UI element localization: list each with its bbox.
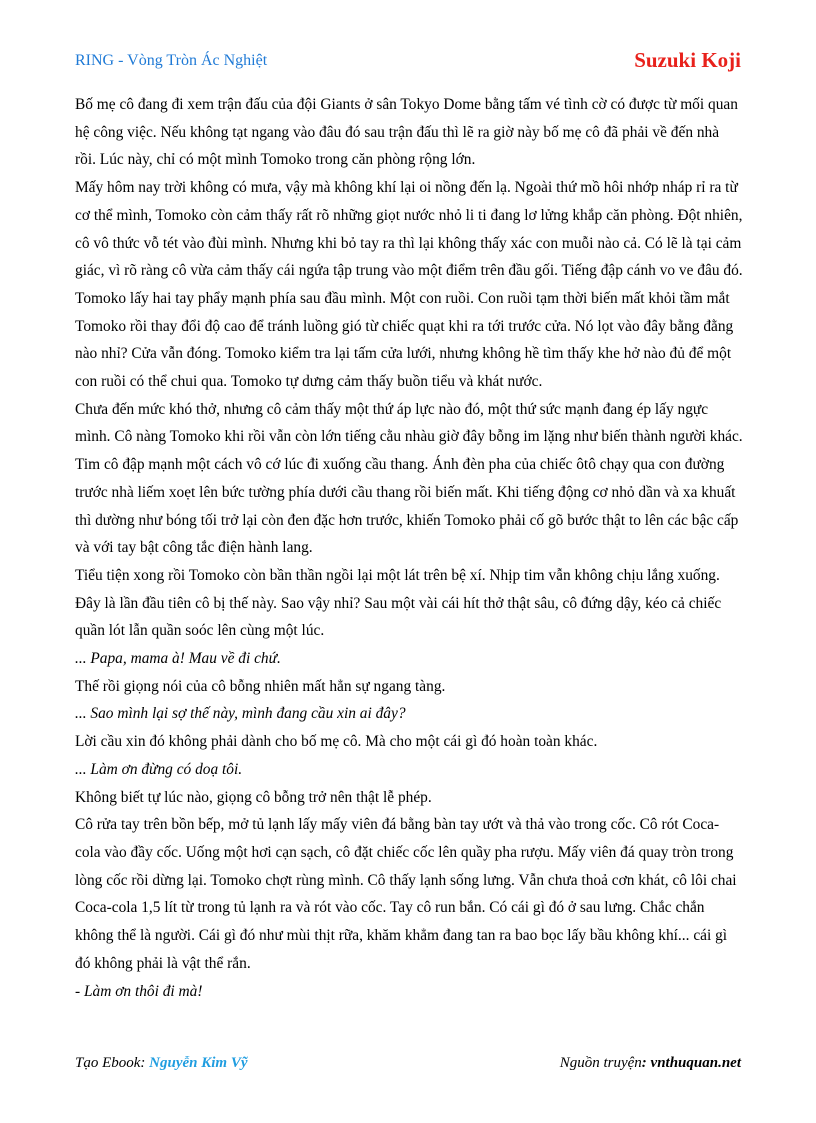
author-name: Suzuki Koji (634, 48, 741, 72)
ebook-creator-name: Nguyễn Kim Vỹ (149, 1055, 248, 1071)
paragraph: Cô rửa tay trên bồn bếp, mở tủ lạnh lấy mấy viên đá bằng bàn tay ướt và thả vào trong cốc. Cô rót Coca-cola vào đầy cốc. Uống một hơi cạn sạch, cô đặt chiếc cốc lên quầy pha rượu. Mấy viên đá quay tròn trong lòng cốc rồi dừng lại. Tomoko chợt rùng mình. Cô thấy lạnh sống lưng. Vẫn chưa thoả cơn khát, cô lôi chai Coca-cola 1,5 lít từ trong tủ lạnh ra và rót vào cốc. Tay cô run bắn. Có cái gì đó ở sau lưng. Chắc chắn không thể là người. Cái gì đó như mùi thịt rữa, khăm khẳm đang tan ra bao bọc lấy bầu không khí... cái gì đó không phải là vật thể rắn. (75, 816, 737, 972)
story-source-separator: : (641, 1055, 651, 1071)
book-title: RING - Vòng Tròn Ác Nghiệt (75, 52, 268, 69)
paragraph: Không biết tự lúc nào, giọng cô bỗng trở nên thật lễ phép. (75, 788, 432, 806)
story-source-label: Nguồn truyện (559, 1055, 642, 1071)
dialogue-line: ... Papa, mama à! Mau về đi chứ. (75, 650, 281, 668)
dialogue-line: ... Làm ơn đừng có doạ tôi. (75, 760, 243, 778)
ebook-credit-label: Tạo Ebook (75, 1055, 141, 1071)
paragraph: Bố mẹ cô đang đi xem trận đấu của đội Giants ở sân Tokyo Dome bằng tấm vé tình cờ có được từ mối quan hệ công việc. Nếu không tạt ngang vào đâu đó sau trận đấu thì lẽ ra giờ này bố mẹ cô đã phải về đến nhà rồi. Lúc này, chỉ có một mình Tomoko trong căn phòng rộng lớn. (75, 96, 738, 169)
story-source (560, 1055, 741, 1072)
paragraph: Mấy hôm nay trời không có mưa, vậy mà không khí lại oi nồng đến lạ. Ngoài thứ mồ hôi nhớp nháp rỉ ra từ cơ thể mình, Tomoko còn cảm thấy rất rõ những giọt nước nhỏ li ti đang lơ lửng khắp căn phòng. Đột nhiên, cô vô thức vỗ tét vào đùi mình. Nhưng khi bỏ tay ra thì lại không thấy xác con muỗi nào cả. Có lẽ là tại cảm giác, vì rõ ràng cô vừa cảm thấy cái ngứa tập trung vào một điểm trên đầu gối. Tiếng đập cánh vo ve đâu đó. Tomoko lấy hai tay phẩy mạnh phía sau đầu mình. Một con ruồi. Con ruồi tạm thời biến mất khỏi tầm mắt Tomoko rồi thay đổi độ cao để tránh luồng gió từ chiếc quạt khi ra tới trước cửa. Nó lọt vào đây bằng đằng nào nhỉ? Cửa vẫn đóng. Tomoko kiểm tra lại tấm cửa lưới, nhưng không hề tìm thấy khe hở nào đủ để một con ruồi có thể chui qua. Tomoko tự dưng cảm thấy buồn tiểu và khát nước. (75, 179, 743, 391)
dialogue-line: ... Sao mình lại sợ thế này, mình đang cầu xin ai đây? (75, 705, 406, 723)
paragraph: Chưa đến mức khó thở, nhưng cô cảm thấy một thứ áp lực nào đó, một thứ sức mạnh đang ép lấy ngực mình. Cô nàng Tomoko khi rồi vẫn còn lớn tiếng cằu nhàu giờ đây bỗng im lặng như biến thành người khác. Tim cô đập mạnh một cách vô cớ lúc đi xuống cầu thang. Ánh đèn pha của chiếc ôtô chạy qua con đường trước nhà liếm xoẹt lên bức tường phía dưới cầu thang rồi biến mất. Khi tiếng động cơ nhỏ dần và xa khuất thì dường như bóng tối trở lại còn đen đặc hơn trước, khiến Tomoko phải cố gõ bước thật to lên các bậc cấp và với tay bật công tắc điện hành lang. (75, 400, 743, 557)
page-footer (75, 1055, 741, 1077)
ebook-credit (75, 1055, 248, 1072)
paragraph: Lời cầu xin đó không phải dành cho bố mẹ cô. Mà cho một cái gì đó hoàn toàn khác. (75, 733, 598, 751)
paragraph: Tiểu tiện xong rồi Tomoko còn bần thần ngồi lại một lát trên bệ xí. Nhịp tim vẫn không chịu lắng xuống. Đây là lần đầu tiên cô bị thế này. Sao vậy nhỉ? Sau một vài cái hít thở thật sâu, cô đứng dậy, kéo cả chiếc quần lót lẫn quần soóc lên cùng một lúc. (75, 566, 722, 640)
story-source-site: vnthuquan.net (650, 1055, 741, 1071)
page-header (75, 48, 741, 78)
ebook-credit-separator: : (140, 1055, 150, 1071)
dialogue-line: - Làm ơn thôi đi mà! (75, 982, 203, 1000)
paragraph: Thế rồi giọng nói của cô bỗng nhiên mất hẳn sự ngang tàng. (75, 677, 446, 695)
story-body (75, 91, 743, 1005)
